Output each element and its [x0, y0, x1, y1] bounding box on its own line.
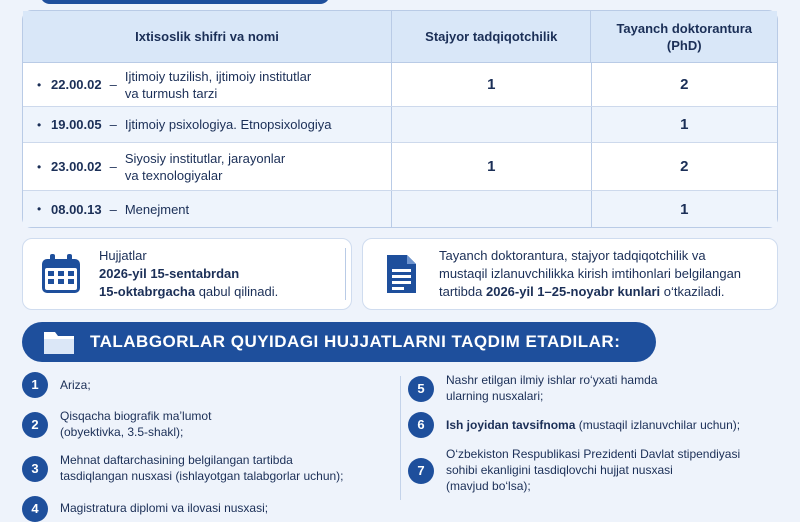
document-text: Ariza;	[60, 378, 91, 392]
document-line3: (mavjud bo‘lsa);	[446, 479, 531, 493]
specialty-name-line2: va texnologiyalar	[124, 167, 223, 183]
deadline-line1: Hujjatlar	[99, 248, 147, 263]
dash: –	[109, 159, 117, 174]
specialty-name-line2: va turmush tarzi	[124, 85, 218, 101]
specialty-name-line1: Ijtimoiy psixologiya. Etnopsixologiya	[124, 117, 332, 132]
deadline-info-box	[22, 238, 352, 310]
bullet: •	[37, 159, 42, 174]
document-line2: tasdiqlangan nusxasi (ishlayotgan talabgorlar uchun);	[60, 469, 344, 483]
deadline-rest: qabul qilinadi.	[195, 284, 279, 299]
table-row	[23, 63, 777, 107]
document-line1: Qisqacha biografik ma’lumot	[60, 409, 212, 423]
header-intern: Stajyor tadqiqotchilik	[392, 11, 591, 62]
exam-info-box	[362, 238, 778, 310]
intern-count: 1	[392, 63, 591, 106]
folder-icon	[42, 327, 76, 357]
bullet: •	[37, 202, 42, 216]
document-line1: Mehnat daftarchasining belgilangan tartibda	[60, 453, 293, 467]
table-row	[23, 107, 777, 143]
exam-dates: 2026-yil 1–25-noyabr kunlari	[485, 284, 661, 299]
number-badge: 1	[22, 372, 48, 398]
deadline-text	[99, 247, 278, 301]
list-item	[408, 372, 788, 404]
number-badge: 7	[408, 458, 434, 484]
bullet: •	[37, 77, 42, 92]
list-item	[408, 446, 788, 494]
document-text	[60, 408, 211, 440]
specialty-cell	[23, 107, 392, 142]
exam-text	[439, 247, 741, 301]
deadline-start: 2026-yil 15-sentabrdan	[99, 266, 240, 281]
documents-list-left	[22, 372, 402, 522]
specialty-cell	[23, 143, 392, 190]
specialty-name	[125, 68, 311, 102]
list-item	[22, 452, 402, 484]
calendar-icon	[39, 252, 83, 296]
exam-line3-post: o‘tkaziladi.	[660, 284, 725, 299]
table-header	[23, 11, 777, 63]
document-line2: ularning nusxalari;	[446, 389, 544, 403]
table-row	[23, 191, 777, 227]
banner-title: TALABGORLAR QUYIDAGI HUJJATLARNI TAQDIM ETADILAR:	[90, 332, 621, 351]
specialty-cell	[23, 191, 392, 227]
dash: –	[109, 77, 117, 92]
specialty-code: 22.00.02	[51, 77, 102, 92]
intern-count	[392, 191, 591, 227]
document-line2: (obyektivka, 3.5-shakl);	[60, 425, 184, 439]
list-item	[408, 412, 788, 438]
number-badge: 2	[22, 412, 48, 438]
specialty-name	[125, 150, 285, 184]
header-specialty: Ixtisoslik shifri va nomi	[23, 11, 392, 62]
phd-count: 1	[680, 200, 689, 218]
specialty-table	[22, 10, 778, 228]
header-phd	[591, 11, 777, 62]
specialty-code: 23.00.02	[51, 159, 102, 174]
document-text: Magistratura diplomi va ilovasi nusxasi;	[60, 501, 269, 515]
exam-line3-pre: tartibda	[439, 284, 486, 299]
list-item	[22, 372, 402, 398]
document-line2: sohibi ekanligini tasdiqlovchi hujjat nusxasi	[446, 463, 673, 477]
number-badge: 3	[22, 456, 48, 482]
bullet: •	[37, 117, 42, 132]
exam-line2: mustaqil izlanuvchilikka kirish imtihonlari belgilangan	[439, 266, 742, 281]
document-icon	[379, 252, 423, 296]
top-strip	[40, 0, 330, 4]
specialty-name-line1: Siyosiy institutlar, jarayonlar	[124, 150, 286, 166]
document-text	[446, 417, 740, 433]
deadline-end: 15-oktabrgacha	[99, 284, 196, 299]
document-bold: Ish joyidan tavsifnoma	[446, 418, 576, 432]
specialty-code: 08.00.13	[51, 201, 102, 217]
documents-list-right	[408, 372, 788, 494]
specialty-cell	[23, 63, 392, 106]
list-item	[22, 408, 402, 440]
documents-banner	[22, 322, 656, 362]
specialty-code: 19.00.05	[51, 117, 102, 132]
dash: –	[109, 201, 117, 217]
phd-count: 2	[680, 76, 689, 93]
number-badge: 5	[408, 376, 434, 402]
intern-count	[392, 107, 591, 142]
list-divider	[400, 376, 401, 500]
intern-count: 1	[392, 143, 591, 190]
phd-count: 2	[680, 158, 689, 175]
header-phd-line1: Tayanch doktorantura	[616, 20, 753, 36]
table-row	[23, 143, 777, 191]
specialty-name-line1: Menejment	[124, 201, 190, 217]
document-rest: (mustaqil izlanuvchilar uchun);	[575, 418, 741, 432]
document-text	[446, 372, 657, 404]
header-phd-line2: (PhD)	[666, 37, 702, 53]
document-text	[60, 452, 344, 484]
document-text	[446, 446, 740, 494]
document-line1: Nashr etilgan ilmiy ishlar ro‘yxati hamda	[446, 373, 658, 387]
specialty-name-line1: Ijtimoiy tuzilish, ijtimoiy institutlar	[124, 68, 312, 84]
document-line1: O‘zbekiston Respublikasi Prezidenti Davlat stipendiyasi	[446, 447, 741, 461]
number-badge: 6	[408, 412, 434, 438]
phd-count: 1	[680, 116, 689, 133]
number-badge: 4	[22, 496, 48, 522]
dash: –	[109, 117, 117, 132]
list-item	[22, 496, 402, 522]
info-divider	[345, 248, 346, 300]
exam-line1: Tayanch doktorantura, stajyor tadqiqotchilik va	[439, 248, 706, 263]
